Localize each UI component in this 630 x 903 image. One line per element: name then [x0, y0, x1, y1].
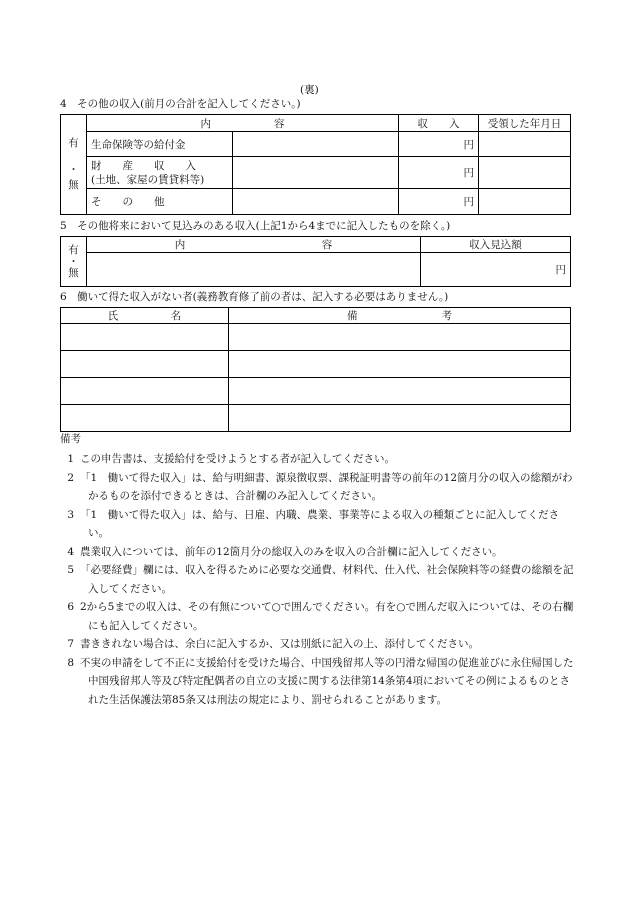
section6-col-remarks: 備 考	[229, 308, 571, 324]
note-item	[60, 543, 575, 562]
remarks-input[interactable]	[229, 324, 571, 351]
mu-label: 無	[68, 266, 79, 279]
property-income-sublabel: (土地、家屋の賃貸料等)	[91, 173, 205, 186]
page-side-label: (裏)	[300, 84, 319, 96]
date-insurance[interactable]	[479, 132, 571, 157]
section6-col-name: 氏 名	[61, 308, 229, 324]
section5-content-input[interactable]	[87, 253, 421, 287]
note-number: 7	[67, 638, 74, 650]
section4-col-income: 収 入	[399, 115, 479, 132]
note-number: 4	[67, 545, 74, 558]
note-text: 不実の申請をして不正に支援給付を受けた場合、中国残留邦人等の円滑な帰国の促進並びに永住帰国した中国残留邦人等及び特定配偶者の自立の支援に関する法律第14条第4項においてその例によるものとされた生活保護法第85条又は刑法の規定により、罰せられることがあります。	[80, 656, 574, 706]
note-text: 「必要経費」欄には、収入を得るために必要な交通費、材料代、仕入代、社会保険料等の経費の総額を記入してください。	[80, 564, 574, 595]
note-item	[60, 561, 575, 598]
dot-separator: ・	[68, 164, 79, 176]
note-item	[60, 635, 575, 654]
note-item	[60, 654, 575, 710]
yu-label: 有	[68, 243, 79, 256]
section6-heading: 6 働いて得た収入がない者(義務教育修了前の者は、記入する必要はありません。)	[60, 291, 449, 303]
notes-list	[60, 450, 575, 709]
note-text: 「1 働いて得た収入」は、給与、日雇、内職、農業、事業等による収入の種類ごとに記入してください。	[80, 508, 560, 539]
property-income-label: 財 産 収 入	[91, 159, 196, 172]
notes-heading: 備考	[60, 433, 81, 445]
remarks-input[interactable]	[229, 405, 571, 432]
remarks-input[interactable]	[229, 378, 571, 405]
note-text: この申告書は、支援給付を受けようとする者が記入してください。	[80, 453, 395, 465]
amount-insurance[interactable]: 円	[399, 132, 479, 157]
content-input-property[interactable]	[233, 157, 399, 189]
name-input[interactable]	[61, 405, 229, 432]
yu-label: 有	[68, 137, 79, 149]
note-number: 2	[67, 471, 74, 484]
note-text: 書ききれない場合は、余白に記入するか、又は別紙に記入の上、添付してください。	[80, 638, 479, 650]
section5-col-income: 収入見込額	[421, 237, 571, 253]
note-item	[60, 506, 575, 543]
section4-table	[60, 114, 571, 215]
section5-amount[interactable]: 円	[421, 253, 571, 287]
note-item	[60, 598, 575, 635]
section5-yumu-cell[interactable]	[61, 237, 87, 287]
note-number: 8	[67, 656, 74, 669]
section4-yumu-cell[interactable]	[61, 115, 87, 215]
section6-table	[60, 307, 571, 432]
note-number: 3	[67, 508, 74, 521]
mu-label: 無	[68, 179, 79, 191]
note-text: 農業収入については、前年の12箇月分の総収入のみを収入の合計欄に記入してください。	[80, 545, 503, 558]
row-label-other: そ の 他	[87, 189, 233, 215]
note-text: 2から5までの収入は、その有無について○で囲んでください。有を○で囲んだ収入については、その右欄にも記入してください。	[80, 601, 574, 632]
amount-other[interactable]: 円	[399, 189, 479, 215]
row-label-property	[87, 157, 233, 189]
section5-col-content: 内 容	[87, 237, 421, 253]
section4-col-date: 受領した年月日	[479, 115, 571, 132]
name-input[interactable]	[61, 324, 229, 351]
content-input-other[interactable]	[233, 189, 399, 215]
note-item	[60, 450, 575, 469]
date-other[interactable]	[479, 189, 571, 215]
note-text: 「1 働いて得た収入」は、給与明細書、源泉徴収票、課税証明書等の前年の12箇月分の収入の総額がわかるものを添付できるときは、合計欄のみ記入してください。	[80, 471, 573, 502]
date-property[interactable]	[479, 157, 571, 189]
note-number: 1	[67, 453, 74, 465]
section4-heading: 4 その他の収入(前月の合計を記入してください。)	[60, 98, 301, 110]
section5-table	[60, 236, 571, 287]
content-input-insurance[interactable]	[233, 132, 399, 157]
note-number: 6	[67, 601, 74, 613]
note-item	[60, 469, 575, 506]
note-number: 5	[67, 564, 74, 576]
section5-heading: 5 その他将来において見込みのある収入(上記1から4までに記入したものを除く。)	[60, 220, 451, 232]
row-label-insurance: 生命保険等の給付金	[87, 132, 233, 157]
name-input[interactable]	[61, 378, 229, 405]
remarks-input[interactable]	[229, 351, 571, 378]
dot-separator: ・	[68, 255, 79, 268]
amount-property[interactable]: 円	[399, 157, 479, 189]
section4-col-content: 内 容	[87, 115, 399, 132]
name-input[interactable]	[61, 351, 229, 378]
